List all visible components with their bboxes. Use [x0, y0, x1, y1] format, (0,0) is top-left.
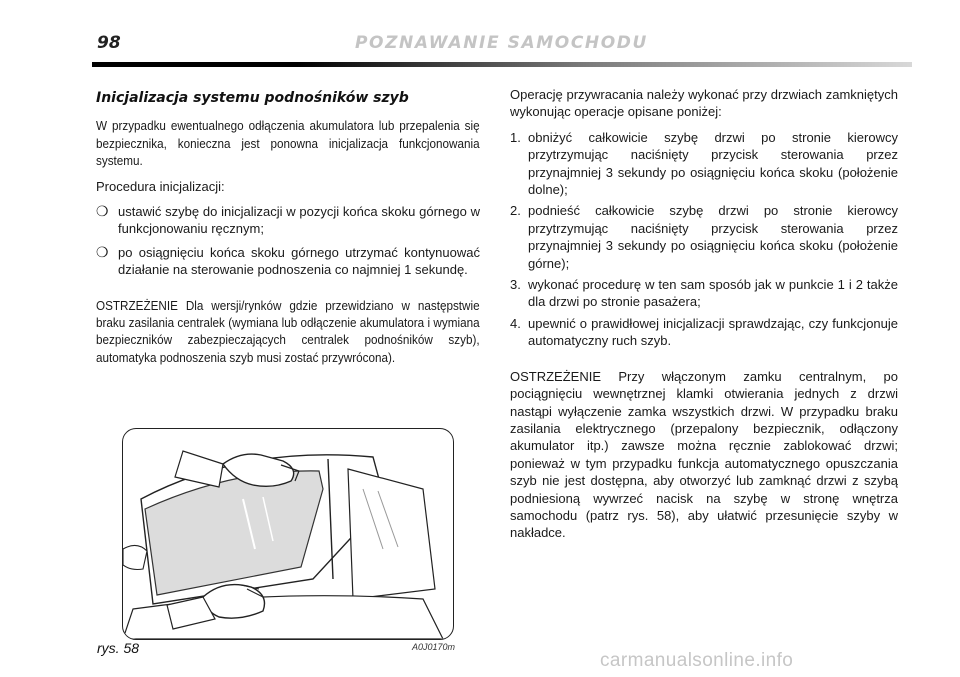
header-rule: [92, 62, 912, 67]
step-item: [510, 129, 898, 199]
step-number: 1.: [510, 129, 521, 145]
procedure-label: Procedura inicjalizacji:: [96, 178, 225, 194]
step-item: [510, 276, 898, 311]
bullet-item: [96, 203, 480, 238]
step-number: 2.: [510, 203, 521, 219]
bullet-text: po osiągnięciu końca skoku górnego utrzymać kontynuować działanie na sterowanie podnoszenia co najmniej 1 sekundę.: [118, 244, 480, 278]
figure-code: A0J0170m: [412, 642, 456, 652]
step-item: [510, 202, 898, 272]
page-number: 98: [97, 33, 121, 53]
side-mirror: [123, 545, 147, 569]
step-text: obniżyć całkowicie szybę drzwi po stronie kierowcy przytrzymując naciśnięty przycisk sterowania przez przynajmniej 3 sekundy po osiągnięciu końca skoku (położenie dolne);: [528, 129, 898, 198]
bullet-text: ustawić szybę do inicjalizacji w pozycji końca skoku górnego w funkcjonowaniu ręcznym;: [118, 204, 480, 237]
section-title: POZNAWANIE SAMOCHODU: [355, 33, 648, 53]
step-text: upewnić o prawidłowej inicjalizacji sprawdzając, czy funkcjonuje automatyczny ruch szyb.: [528, 315, 898, 349]
figure-caption: rys. 58: [97, 640, 140, 656]
step-number: 3.: [510, 277, 521, 293]
restore-intro: Operację przywracania należy wykonać przy drzwiach zamkniętych wykonując operacje opisane poniżej:: [510, 87, 898, 120]
page-header: [0, 0, 960, 70]
warning-paragraph: OSTRZEŻENIE Dla wersji/rynków gdzie przewidziano w następstwie braku zasilania centralek (wymiana lub odłączenie akumulatora i wymiana bezpieczników zabezpieczających centralek podnośników szyb), automatyka podnoszenia szyb musi zostać przywrócona).: [96, 297, 480, 365]
watermark-text: carmanualsonline.info: [600, 650, 794, 671]
intro-paragraph: W przypadku ewentualnego odłączenia akumulatora lub przepalenia się bezpiecznika, konieczna jest ponowna inicjalizacja funkcjonowania systemu.: [96, 118, 480, 169]
left-column: [96, 86, 480, 374]
door-window-illustration: [122, 428, 454, 640]
illustration-svg: [123, 429, 453, 639]
rear-window: [348, 469, 435, 599]
bullet-circle-icon: ❍: [96, 243, 109, 260]
section-heading: Inicjalizacja systemu podnośników szyb: [96, 90, 409, 106]
bullet-circle-icon: ❍: [96, 203, 109, 220]
step-text: podnieść całkowicie szybę drzwi po stronie kierowcy przytrzymując naciśnięty przycisk sterowania przez przynajmniej 3 sekundy po osiągnięciu końca skoku (położenie górne);: [528, 203, 898, 271]
step-number: 4.: [510, 315, 521, 331]
step-text: wykonać procedurę w ten sam sposób jak w punkcie 1 i 2 także dla drzwi po stronie pasażera;: [528, 277, 898, 310]
right-column: [510, 86, 898, 550]
step-item: [510, 315, 898, 350]
warning-paragraph-right: OSTRZEŻENIE Przy włączonym zamku centralnym, po pociągnięciu wewnętrznej klamki otwierania jednych z drzwi nastąpi wyłączenie zamka wszystkich drzwi. W przypadku braku zasilania elektrycznego (przepalony bezpiecznik, odłączony akumulator itp.) zawsze można ręcznie zablokować drzwi; ponieważ w tym przypadku funkcja automatycznego opuszczania szyb nie jest dostępna, aby otworzyć lub zamknąć drzwi z szybą podniesioną wywrzeć nacisk na szybę w stronę wnętrza samochodu (patrz rys. 58), aby ułatwić przesunięcie szyby w nakładce.: [510, 368, 898, 541]
bullet-item: [96, 244, 480, 279]
